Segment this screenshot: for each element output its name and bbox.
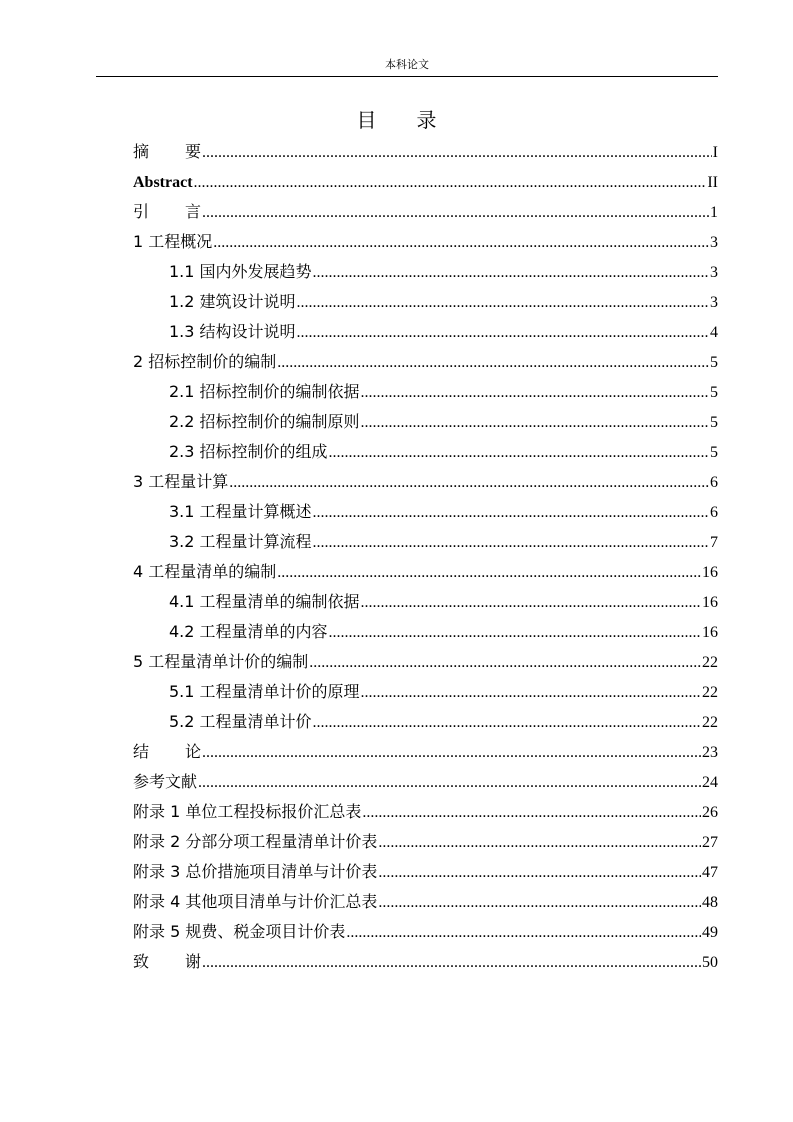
toc-entry-label: 4 工程量清单的编制 (133, 562, 277, 581)
table-of-contents (133, 137, 718, 977)
toc-page-number: 16 (702, 594, 718, 611)
toc-entry[interactable] (133, 767, 718, 797)
toc-entry[interactable] (133, 287, 718, 317)
toc-leader-dots (202, 947, 701, 978)
toc-page-number: 6 (710, 504, 718, 521)
toc-leader-dots (297, 317, 709, 348)
toc-entry-label-first-char: 致 (133, 952, 150, 971)
toc-leader-dots (313, 497, 709, 528)
toc-page-number: 27 (702, 834, 718, 851)
toc-leader-dots (378, 857, 701, 888)
toc-leader-dots (361, 587, 701, 618)
toc-leader-dots (361, 407, 709, 438)
toc-entry-label: 3 工程量计算 (133, 472, 229, 491)
toc-leader-dots (198, 767, 701, 798)
toc-leader-dots (277, 557, 701, 588)
toc-entry[interactable] (133, 827, 718, 857)
header-rule (96, 76, 718, 77)
toc-entry[interactable] (133, 707, 718, 737)
toc-entry[interactable] (133, 947, 718, 977)
toc-entry-label (133, 737, 201, 767)
toc-entry-label: 1 工程概况 (133, 232, 213, 251)
toc-entry[interactable] (133, 617, 718, 647)
toc-entry[interactable] (133, 347, 718, 377)
toc-entry-label: 附录 3 总价措施项目清单与计价表 (133, 862, 378, 881)
toc-entry-label (133, 137, 201, 167)
toc-entry[interactable] (133, 737, 718, 767)
toc-entry-label: 1.1 国内外发展趋势 (169, 262, 312, 281)
toc-entry[interactable] (133, 497, 718, 527)
toc-entry[interactable] (133, 317, 718, 347)
toc-page-number: 26 (702, 804, 718, 821)
toc-entry[interactable] (133, 137, 718, 167)
toc-leader-dots (378, 887, 701, 918)
toc-entry-label-second-char: 论 (185, 742, 202, 761)
toc-page-number: 3 (710, 234, 718, 251)
toc-entry[interactable] (133, 797, 718, 827)
toc-entry-label: 参考文献 (133, 772, 198, 791)
toc-page-number: 16 (702, 564, 718, 581)
toc-leader-dots (202, 737, 701, 768)
toc-entry[interactable] (133, 377, 718, 407)
toc-leader-dots (297, 287, 709, 318)
toc-entry[interactable] (133, 467, 718, 497)
toc-leader-dots (346, 917, 701, 948)
toc-page-number: 1 (710, 204, 718, 221)
toc-leader-dots (361, 377, 709, 408)
toc-entry-label: 附录 1 单位工程投标报价汇总表 (133, 802, 362, 821)
toc-entry-label-first-char: 摘 (133, 142, 150, 161)
toc-entry[interactable] (133, 227, 718, 257)
toc-leader-dots (313, 527, 709, 558)
toc-page-number: 5 (710, 444, 718, 461)
running-header: 本科论文 (385, 58, 429, 71)
toc-entry[interactable] (133, 197, 718, 227)
toc-title (0, 104, 793, 133)
toc-entry[interactable] (133, 257, 718, 287)
toc-leader-dots (213, 227, 709, 258)
toc-entry-label: 4.1 工程量清单的编制依据 (169, 592, 360, 611)
toc-entry[interactable] (133, 527, 718, 557)
toc-entry[interactable] (133, 167, 718, 197)
toc-page-number: 47 (702, 864, 718, 881)
toc-entry-label (133, 947, 201, 977)
toc-page-number: 7 (710, 534, 718, 551)
toc-page-number: 50 (702, 954, 718, 971)
toc-entry-label-second-char: 言 (185, 202, 202, 221)
toc-entry-label: 5 工程量清单计价的编制 (133, 652, 309, 671)
toc-title-right: 录 (416, 108, 437, 132)
toc-entry-label: 2.3 招标控制价的组成 (169, 442, 328, 461)
toc-leader-dots (329, 437, 709, 468)
toc-entry-label-second-char: 谢 (185, 952, 202, 971)
toc-entry[interactable] (133, 407, 718, 437)
toc-entry[interactable] (133, 917, 718, 947)
toc-leader-dots (329, 617, 701, 648)
toc-entry-label-first-char: 引 (133, 202, 150, 221)
toc-entry-label: Abstract (133, 174, 193, 191)
toc-page-number: I (712, 144, 718, 161)
toc-entry[interactable] (133, 647, 718, 677)
toc-page-number: 6 (710, 474, 718, 491)
toc-entry-label: 2.2 招标控制价的编制原则 (169, 412, 360, 431)
toc-entry[interactable] (133, 677, 718, 707)
toc-page-number: 22 (702, 714, 718, 731)
toc-page-number: 48 (702, 894, 718, 911)
toc-entry-label (133, 197, 201, 227)
toc-page-number: 49 (702, 924, 718, 941)
toc-entry-label: 附录 4 其他项目清单与计价汇总表 (133, 892, 378, 911)
toc-entry-label: 5.1 工程量清单计价的原理 (169, 682, 360, 701)
toc-entry-label: 4.2 工程量清单的内容 (169, 622, 328, 641)
toc-page-number: 3 (710, 264, 718, 281)
toc-leader-dots (202, 137, 712, 168)
toc-leader-dots (309, 647, 701, 678)
toc-title-left: 目 (356, 108, 377, 132)
toc-entry[interactable] (133, 587, 718, 617)
toc-leader-dots (229, 467, 709, 498)
toc-entry-label-first-char: 结 (133, 742, 150, 761)
toc-entry-label-second-char: 要 (185, 142, 202, 161)
toc-leader-dots (194, 167, 707, 198)
toc-leader-dots (361, 677, 701, 708)
toc-leader-dots (378, 827, 701, 858)
toc-page-number: 22 (702, 654, 718, 671)
toc-entry-label: 附录 2 分部分项工程量清单计价表 (133, 832, 378, 851)
toc-leader-dots (362, 797, 701, 828)
toc-entry[interactable] (133, 437, 718, 467)
toc-entry-label: 3.2 工程量计算流程 (169, 532, 312, 551)
toc-leader-dots (202, 197, 709, 228)
toc-leader-dots (313, 257, 709, 288)
toc-leader-dots (277, 347, 709, 378)
toc-page-number: 3 (710, 294, 718, 311)
toc-entry-label: 2.1 招标控制价的编制依据 (169, 382, 360, 401)
toc-entry-label: 2 招标控制价的编制 (133, 352, 277, 371)
toc-page-number: 5 (710, 384, 718, 401)
toc-page-number: 5 (710, 354, 718, 371)
toc-entry[interactable] (133, 857, 718, 887)
toc-entry-label: 3.1 工程量计算概述 (169, 502, 312, 521)
toc-page-number: 4 (710, 324, 718, 341)
toc-entry-label: 1.3 结构设计说明 (169, 322, 296, 341)
toc-page-number: 24 (702, 774, 718, 791)
toc-page-number: 22 (702, 684, 718, 701)
toc-entry-label: 附录 5 规费、税金项目计价表 (133, 922, 346, 941)
toc-entry[interactable] (133, 887, 718, 917)
toc-page-number: 16 (702, 624, 718, 641)
toc-page-number: 5 (710, 414, 718, 431)
toc-leader-dots (313, 707, 701, 738)
toc-entry-label: 5.2 工程量清单计价 (169, 712, 312, 731)
toc-entry-label: 1.2 建筑设计说明 (169, 292, 296, 311)
toc-page-number: II (707, 174, 718, 191)
toc-page-number: 23 (702, 744, 718, 761)
toc-entry[interactable] (133, 557, 718, 587)
